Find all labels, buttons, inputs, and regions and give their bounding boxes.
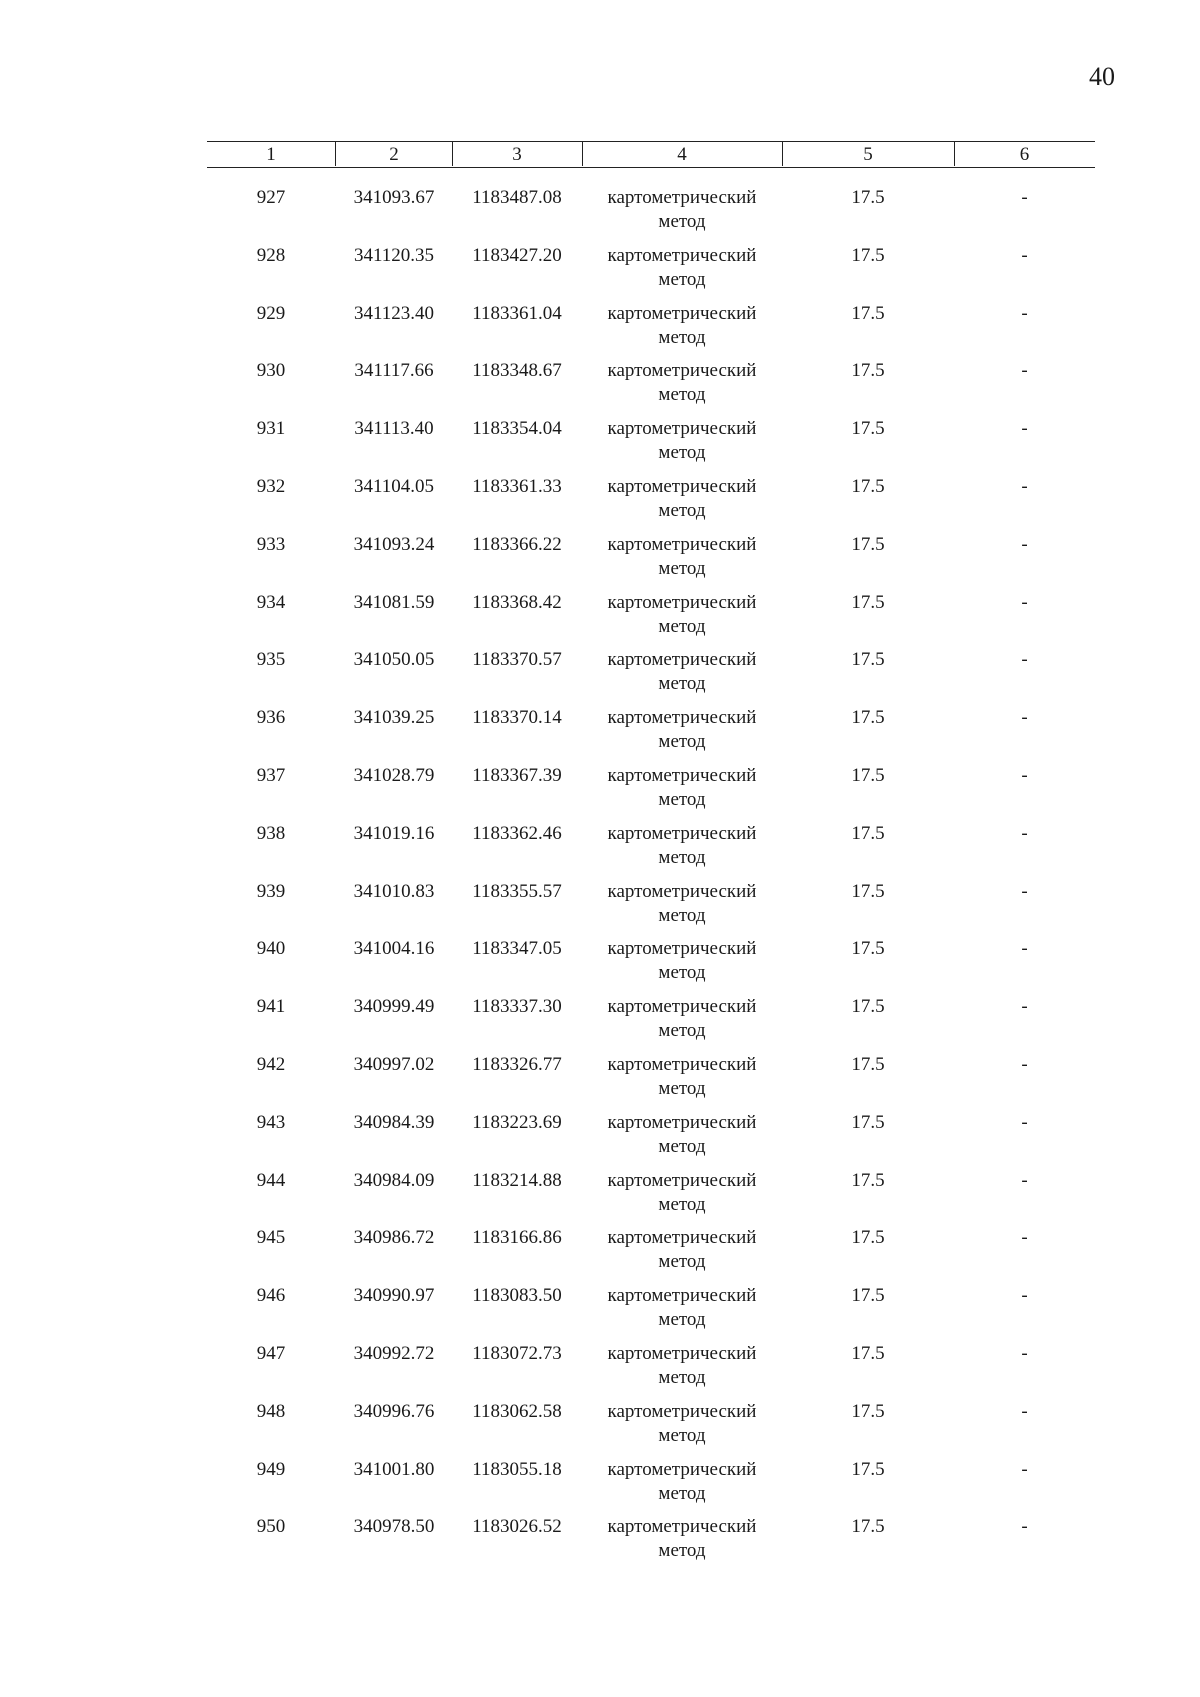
note-cell: - — [1021, 1169, 1028, 1191]
coord-y-cell: 1183367.39 — [472, 764, 562, 786]
table-row — [0, 475, 1200, 533]
accuracy-cell: 17.5 — [851, 1053, 885, 1075]
accuracy-cell: 17.5 — [851, 244, 885, 266]
point-number-cell: 928 — [256, 244, 286, 266]
point-number-cell: 937 — [256, 764, 286, 786]
method-cell — [582, 359, 782, 407]
point-number-cell: 938 — [256, 822, 286, 844]
method-cell — [582, 1342, 782, 1390]
note-cell: - — [1021, 880, 1028, 902]
method-cell — [582, 1111, 782, 1159]
table-row — [0, 937, 1200, 995]
table-row — [0, 822, 1200, 880]
accuracy-cell: 17.5 — [851, 764, 885, 786]
coord-y-cell: 1183055.18 — [472, 1458, 562, 1480]
method-line-2: метод — [658, 1135, 706, 1157]
method-line-1: картометрический — [607, 996, 757, 1018]
coord-x-cell: 341004.16 — [353, 938, 435, 960]
accuracy-cell: 17.5 — [851, 1458, 885, 1480]
method-line-1: картометрический — [607, 302, 757, 324]
header-col-3: 3 — [512, 144, 522, 165]
coord-y-cell: 1183214.88 — [472, 1169, 562, 1191]
accuracy-cell: 17.5 — [851, 880, 885, 902]
method-cell — [582, 1053, 782, 1101]
note-cell: - — [1021, 533, 1028, 555]
method-line-1: картометрический — [607, 1285, 757, 1307]
accuracy-cell: 17.5 — [851, 187, 885, 208]
note-cell: - — [1021, 1285, 1028, 1307]
table-row — [0, 186, 1200, 244]
coord-y-cell: 1183361.33 — [472, 475, 562, 497]
coord-x-cell: 340984.09 — [353, 1169, 435, 1191]
method-cell — [582, 1458, 782, 1506]
note-cell: - — [1021, 764, 1028, 786]
method-line-1: картометрический — [607, 418, 757, 440]
coord-y-cell: 1183166.86 — [472, 1227, 562, 1249]
method-cell — [582, 995, 782, 1043]
note-cell: - — [1021, 418, 1028, 440]
note-cell: - — [1021, 1053, 1028, 1075]
method-cell — [582, 1284, 782, 1332]
table-row — [0, 648, 1200, 706]
coord-y-cell: 1183062.58 — [472, 1400, 562, 1422]
coord-x-cell: 341081.59 — [353, 591, 435, 613]
accuracy-cell: 17.5 — [851, 938, 885, 960]
coord-x-cell: 341104.05 — [353, 475, 435, 497]
method-line-2: метод — [658, 1020, 706, 1042]
table-row — [0, 880, 1200, 938]
method-line-2: метод — [658, 1482, 706, 1504]
method-line-1: картометрический — [607, 1400, 757, 1422]
table-row — [0, 764, 1200, 822]
accuracy-cell: 17.5 — [851, 1169, 885, 1191]
accuracy-cell: 17.5 — [851, 996, 885, 1018]
coord-y-cell: 1183361.04 — [472, 302, 562, 324]
coord-x-cell: 340984.39 — [353, 1111, 435, 1133]
coord-x-cell: 340990.97 — [353, 1285, 435, 1307]
point-number-cell: 936 — [256, 707, 286, 729]
note-cell: - — [1021, 996, 1028, 1018]
method-line-1: картометрический — [607, 938, 757, 960]
method-line-2: метод — [658, 1309, 706, 1331]
method-line-1: картометрический — [607, 1458, 757, 1480]
table-header — [207, 141, 1095, 168]
method-line-2: метод — [658, 731, 706, 753]
coord-y-cell: 1183354.04 — [472, 418, 562, 440]
method-line-2: метод — [658, 904, 706, 926]
coord-x-cell: 341093.24 — [353, 533, 435, 555]
accuracy-cell: 17.5 — [851, 1111, 885, 1133]
coord-x-cell: 340997.02 — [353, 1053, 435, 1075]
point-number-cell: 929 — [256, 302, 286, 324]
note-cell: - — [1021, 360, 1028, 382]
coord-x-cell: 340996.76 — [353, 1400, 435, 1422]
method-line-1: картометрический — [607, 1169, 757, 1191]
accuracy-cell: 17.5 — [851, 822, 885, 844]
method-line-1: картометрический — [607, 360, 757, 382]
method-line-1: картометрический — [607, 187, 757, 208]
method-line-1: картометрический — [607, 1342, 757, 1364]
table-row — [0, 302, 1200, 360]
table-row — [0, 1226, 1200, 1284]
note-cell: - — [1021, 707, 1028, 729]
accuracy-cell: 17.5 — [851, 1285, 885, 1307]
coord-x-cell: 341010.83 — [353, 880, 435, 902]
method-line-2: метод — [658, 442, 706, 464]
point-number-cell: 945 — [256, 1227, 286, 1249]
table-row — [0, 1053, 1200, 1111]
method-cell — [582, 186, 782, 234]
method-cell — [582, 417, 782, 465]
point-number-cell: 942 — [256, 1053, 286, 1075]
accuracy-cell: 17.5 — [851, 302, 885, 324]
coord-y-cell: 1183083.50 — [472, 1285, 562, 1307]
table-row — [0, 533, 1200, 591]
coord-x-cell: 341120.35 — [353, 244, 435, 266]
coord-y-cell: 1183355.57 — [472, 880, 562, 902]
coord-y-cell: 1183427.20 — [472, 244, 562, 266]
coord-y-cell: 1183026.52 — [472, 1516, 562, 1538]
coord-y-cell: 1183347.05 — [472, 938, 562, 960]
method-line-2: метод — [658, 788, 706, 810]
method-cell — [582, 1515, 782, 1563]
header-col-2: 2 — [389, 144, 399, 165]
method-cell — [582, 706, 782, 754]
accuracy-cell: 17.5 — [851, 591, 885, 613]
point-number-cell: 931 — [256, 418, 286, 440]
accuracy-cell: 17.5 — [851, 1342, 885, 1364]
coord-y-cell: 1183223.69 — [472, 1111, 562, 1133]
method-line-1: картометрический — [607, 1227, 757, 1249]
header-col-5: 5 — [863, 144, 873, 165]
table-row — [0, 591, 1200, 649]
coord-y-cell: 1183366.22 — [472, 533, 562, 555]
method-line-2: метод — [658, 268, 706, 290]
coord-y-cell: 1183326.77 — [472, 1053, 562, 1075]
method-line-2: метод — [658, 1366, 706, 1388]
coord-x-cell: 341028.79 — [353, 764, 435, 786]
table-row — [0, 1342, 1200, 1400]
method-cell — [582, 1169, 782, 1217]
method-line-1: картометрический — [607, 1111, 757, 1133]
coord-x-cell: 341117.66 — [354, 360, 434, 382]
accuracy-cell: 17.5 — [851, 1400, 885, 1422]
method-line-2: метод — [658, 1077, 706, 1099]
table-row — [0, 1284, 1200, 1342]
coord-y-cell: 1183348.67 — [472, 360, 562, 382]
method-line-1: картометрический — [607, 822, 757, 844]
method-line-1: картометрический — [607, 475, 757, 497]
coord-x-cell: 340978.50 — [353, 1516, 435, 1538]
method-line-1: картометрический — [607, 1516, 757, 1538]
table-row — [0, 1169, 1200, 1227]
coord-x-cell: 341093.67 — [353, 187, 435, 208]
header-col-1: 1 — [266, 144, 276, 165]
note-cell: - — [1021, 475, 1028, 497]
method-cell — [582, 244, 782, 292]
note-cell: - — [1021, 938, 1028, 960]
coord-y-cell: 1183337.30 — [472, 996, 562, 1018]
method-line-1: картометрический — [607, 764, 757, 786]
method-line-1: картометрический — [607, 244, 757, 266]
note-cell: - — [1021, 1342, 1028, 1364]
method-line-2: метод — [658, 384, 706, 406]
coord-x-cell: 341113.40 — [354, 418, 434, 440]
table-row — [0, 1515, 1200, 1573]
point-number-cell: 940 — [256, 938, 286, 960]
method-line-2: метод — [658, 1424, 706, 1446]
method-line-2: метод — [658, 557, 706, 579]
coord-y-cell: 1183362.46 — [472, 822, 562, 844]
table-row — [0, 1458, 1200, 1516]
note-cell: - — [1021, 302, 1028, 324]
accuracy-cell: 17.5 — [851, 1516, 885, 1538]
note-cell: - — [1021, 1111, 1028, 1133]
table-row — [0, 1400, 1200, 1458]
note-cell: - — [1021, 591, 1028, 613]
method-cell — [582, 764, 782, 812]
point-number-cell: 933 — [256, 533, 286, 555]
method-cell — [582, 475, 782, 523]
note-cell: - — [1021, 822, 1028, 844]
note-cell: - — [1021, 649, 1028, 671]
note-cell: - — [1021, 1227, 1028, 1249]
point-number-cell: 935 — [256, 649, 286, 671]
method-cell — [582, 937, 782, 985]
method-line-2: метод — [658, 846, 706, 868]
table-row — [0, 1111, 1200, 1169]
point-number-cell: 932 — [256, 475, 286, 497]
note-cell: - — [1021, 244, 1028, 266]
coord-x-cell: 341050.05 — [353, 649, 435, 671]
method-line-2: метод — [658, 326, 706, 348]
method-line-2: метод — [658, 962, 706, 984]
point-number-cell: 948 — [256, 1400, 286, 1422]
point-number-cell: 943 — [256, 1111, 286, 1133]
method-cell — [582, 822, 782, 870]
method-line-1: картометрический — [607, 591, 757, 613]
method-cell — [582, 302, 782, 350]
table-body — [0, 186, 1200, 1573]
header-col-4: 4 — [677, 144, 687, 165]
method-line-2: метод — [658, 673, 706, 695]
method-line-2: метод — [658, 499, 706, 521]
note-cell: - — [1021, 1458, 1028, 1480]
coord-x-cell: 340999.49 — [353, 996, 435, 1018]
table-row — [0, 995, 1200, 1053]
point-number-cell: 941 — [256, 996, 286, 1018]
accuracy-cell: 17.5 — [851, 533, 885, 555]
point-number-cell: 950 — [256, 1516, 286, 1538]
point-number-cell: 944 — [256, 1169, 286, 1191]
method-cell — [582, 591, 782, 639]
note-cell: - — [1021, 1400, 1028, 1422]
table-row — [0, 417, 1200, 475]
accuracy-cell: 17.5 — [851, 360, 885, 382]
point-number-cell: 947 — [256, 1342, 286, 1364]
method-line-1: картометрический — [607, 707, 757, 729]
method-line-1: картометрический — [607, 649, 757, 671]
point-number-cell: 930 — [256, 360, 286, 382]
point-number-cell: 949 — [256, 1458, 286, 1480]
coord-y-cell: 1183487.08 — [472, 187, 562, 208]
header-col-6: 6 — [1019, 144, 1030, 165]
coord-y-cell: 1183072.73 — [472, 1342, 562, 1364]
coord-x-cell: 340986.72 — [353, 1227, 435, 1249]
coord-x-cell: 341039.25 — [353, 707, 435, 729]
accuracy-cell: 17.5 — [851, 707, 885, 729]
point-number-cell: 946 — [256, 1285, 286, 1307]
point-number-cell: 939 — [256, 880, 286, 902]
method-line-2: метод — [658, 1540, 706, 1562]
accuracy-cell: 17.5 — [851, 418, 885, 440]
coord-y-cell: 1183370.57 — [472, 649, 562, 671]
method-line-1: картометрический — [607, 1053, 757, 1075]
method-cell — [582, 1400, 782, 1448]
method-line-2: метод — [658, 1251, 706, 1273]
accuracy-cell: 17.5 — [851, 649, 885, 671]
note-cell: - — [1021, 1516, 1028, 1538]
method-line-2: метод — [658, 1193, 706, 1215]
coord-x-cell: 341001.80 — [353, 1458, 435, 1480]
accuracy-cell: 17.5 — [851, 475, 885, 497]
method-cell — [582, 648, 782, 696]
table-row — [0, 359, 1200, 417]
table-row — [0, 706, 1200, 764]
method-line-2: метод — [658, 615, 706, 637]
method-line-2: метод — [658, 211, 706, 232]
table-row — [0, 244, 1200, 302]
method-line-1: картометрический — [607, 533, 757, 555]
method-cell — [582, 533, 782, 581]
coord-x-cell: 341019.16 — [353, 822, 435, 844]
accuracy-cell: 17.5 — [851, 1227, 885, 1249]
coord-x-cell: 341123.40 — [353, 302, 435, 324]
coord-y-cell: 1183370.14 — [472, 707, 562, 729]
page-number: 40 — [1089, 62, 1115, 91]
coord-y-cell: 1183368.42 — [472, 591, 562, 613]
method-line-1: картометрический — [607, 880, 757, 902]
method-cell — [582, 880, 782, 928]
coord-x-cell: 340992.72 — [353, 1342, 435, 1364]
note-cell: - — [1021, 187, 1028, 208]
method-cell — [582, 1226, 782, 1274]
point-number-cell: 927 — [256, 187, 286, 208]
point-number-cell: 934 — [256, 591, 286, 613]
